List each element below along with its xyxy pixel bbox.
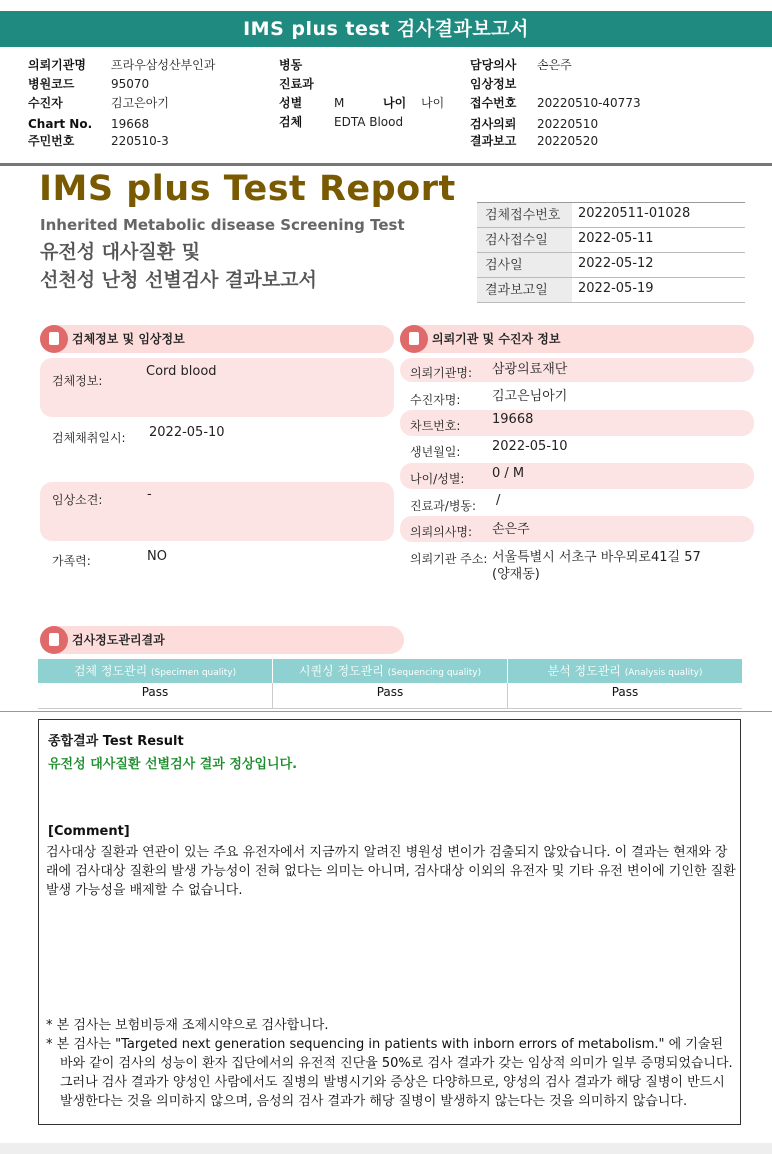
section-divider xyxy=(0,711,772,712)
table-row xyxy=(477,203,745,228)
patient-section-title: 의뢰기관 및 수진자 정보 xyxy=(432,332,561,346)
header-label-clinical-info: 임상정보 xyxy=(470,77,517,91)
header-label-patient: 수진자 xyxy=(28,96,63,110)
quality-section-title: 검사정도관리결과 xyxy=(72,633,165,647)
header-value-hospital-code: 95070 xyxy=(111,77,150,91)
quality-table-header xyxy=(38,659,742,683)
report-korean-title-line1: 유전성 대사질환 및 xyxy=(40,241,201,263)
collect-date-value: 2022-05-10 xyxy=(149,425,225,440)
receipt-label: 검사접수일 xyxy=(477,228,572,252)
patient-name-value: 김고은님아기 xyxy=(492,389,568,404)
header-label-hospital-code: 병원코드 xyxy=(28,77,75,91)
institution-value: 삼광의료재단 xyxy=(492,362,568,377)
header-value-patient: 김고은아기 xyxy=(111,96,169,110)
department-ward-value: / xyxy=(496,493,501,508)
note-performance: * 본 검사는 "Targeted next generation sequencing in patients with inborn errors of metabolism." 에 기술된 바와 같이 검사의 성능이 환자 집단에서의 유전적 진단율 50%로 검사 결과가 갖는 임상적 의미가 일부 증명되었습니다. 그러나 검사 결과가 양성인 사람에서도 질병의 발병시기와 증상은 다양하므로, 양성의 검사 결과가 해당 질병이 반드시 발생한다는 것을 의미하지 않으며, 음성의 검사 결과가 해당 질병이 발생하지 않는다는 것을 의미하지 않습니다. xyxy=(46,1037,733,1109)
quality-table xyxy=(38,659,742,709)
analysis-quality-value: Pass xyxy=(507,683,742,708)
receipt-value: 20220511-01028 xyxy=(578,206,691,221)
department-ward-label: 진료과/병동: xyxy=(410,499,477,513)
sequencing-quality-value: Pass xyxy=(272,683,507,708)
clipboard-icon xyxy=(400,325,428,353)
chart-no-value: 19668 xyxy=(492,412,534,427)
header-label-age: 나이 xyxy=(383,96,407,110)
specimen-section-title: 검체정보 및 임상정보 xyxy=(72,332,185,346)
address-label: 의뢰기관 주소: xyxy=(410,552,488,566)
receipt-label: 결과보고일 xyxy=(477,278,572,302)
header-value-resident-no: 220510-3 xyxy=(111,134,169,148)
comment-text: 검사대상 질환과 연관이 있는 주요 유전자에서 지금까지 알려진 병원성 변이가 검출되지 않았습니다. 이 결과는 현재와 장래에 검사대상 질환의 발생 가능성이 전혀 없다는 의미는 아니며, 검사대상 이외의 유전자 및 기타 유전 변이에 기인한 질환 발생 가능성을 배제할 수 없습니다. xyxy=(46,845,736,898)
header-value-doctor: 손은주 xyxy=(537,58,572,72)
table-row xyxy=(477,278,745,303)
clinical-finding-label: 임상소견: xyxy=(52,493,103,507)
birth-date-value: 2022-05-10 xyxy=(492,439,568,454)
report-korean-title-line2: 선천성 난청 선별검사 결과보고서 xyxy=(40,269,317,291)
specimen-section-header xyxy=(40,325,394,353)
patient-section-header xyxy=(400,325,754,353)
receipt-value: 2022-05-12 xyxy=(578,256,654,271)
table-row xyxy=(477,228,745,253)
header-label-department: 진료과 xyxy=(279,77,314,91)
table-row xyxy=(38,683,742,709)
test-result-box xyxy=(38,719,741,1125)
quality-column-header: 시퀀싱 정도관리 (Sequencing quality) xyxy=(272,659,507,683)
clinical-finding-value: - xyxy=(147,487,152,502)
specimen-label: 검체정보: xyxy=(52,374,103,388)
clipboard-icon xyxy=(40,325,68,353)
age-sex-label: 나이/성별: xyxy=(410,472,465,486)
patient-name-label: 수진자명: xyxy=(410,393,461,407)
header-divider xyxy=(0,163,772,166)
quality-column-header: 검체 정도관리 (Specimen quality) xyxy=(73,664,237,678)
header-label-chart-no: Chart No. xyxy=(28,117,93,131)
clipboard-icon xyxy=(40,626,68,654)
header-label-receipt-no: 접수번호 xyxy=(470,96,517,110)
report-subtitle: Inherited Metabolic disease Screening Test xyxy=(40,216,405,234)
header-label-request-date: 검사의뢰 xyxy=(470,117,517,131)
quality-column-header: 분석 정도관리 (Analysis quality) xyxy=(507,659,742,683)
receipt-table xyxy=(477,202,745,303)
institution-label: 의뢰기관명: xyxy=(410,366,473,380)
header-value-sex: M xyxy=(334,96,345,110)
birth-date-label: 생년월일: xyxy=(410,445,461,459)
header-label-ward: 병동 xyxy=(279,58,303,72)
header-label-doctor: 담당의사 xyxy=(470,58,517,72)
header-label-sex: 성별 xyxy=(279,96,303,110)
comment-heading: [Comment] xyxy=(48,824,130,839)
header-label-resident-no: 주민번호 xyxy=(28,134,75,148)
report-title-bar: IMS plus test 검사결과보고서 xyxy=(0,11,772,47)
header-value-age: 나이 xyxy=(421,96,445,110)
doctor-label: 의뢰의사명: xyxy=(410,525,473,539)
receipt-value: 2022-05-11 xyxy=(578,231,654,246)
table-row xyxy=(477,253,745,278)
header-label-institution: 의뢰기관명 xyxy=(28,58,86,72)
address-line1: 서울특별시 서초구 바우뫼로41길 57 xyxy=(492,550,701,565)
header-value-receipt-no: 20220510-40773 xyxy=(537,96,641,110)
doctor-value: 손은주 xyxy=(492,522,530,537)
result-heading: 종합결과 Test Result xyxy=(48,734,184,749)
header-value-specimen: EDTA Blood xyxy=(334,115,404,129)
quality-section-header xyxy=(40,626,404,654)
page-footer-band xyxy=(0,1143,772,1154)
family-history-value: NO xyxy=(147,549,167,564)
family-history-label: 가족력: xyxy=(52,554,91,568)
specimen-quality-value: Pass xyxy=(141,685,169,699)
receipt-label: 검사일 xyxy=(477,253,572,277)
specimen-value: Cord blood xyxy=(146,364,217,379)
chart-no-label: 차트번호: xyxy=(410,419,461,433)
header-value-chart-no: 19668 xyxy=(111,117,150,131)
header-value-institution: 프라우삼성산부인과 xyxy=(111,58,216,72)
note-insurance: * 본 검사는 보험비등재 조제시약으로 검사합니다. xyxy=(46,1018,329,1033)
header-value-request-date: 20220510 xyxy=(537,117,599,131)
report-title: IMS plus Test Report xyxy=(39,169,456,209)
result-summary: 유전성 대사질환 선별검사 결과 정상입니다. xyxy=(48,757,298,772)
age-sex-value: 0 / M xyxy=(492,466,525,481)
receipt-label: 검체접수번호 xyxy=(477,203,572,227)
collect-date-label: 검체채취일시: xyxy=(52,431,126,445)
receipt-value: 2022-05-19 xyxy=(578,281,654,296)
address-line2: (양재동) xyxy=(492,567,540,582)
header-value-report-date: 20220520 xyxy=(537,134,599,148)
header-label-specimen: 검체 xyxy=(279,115,303,129)
header-label-report-date: 결과보고 xyxy=(470,134,517,148)
